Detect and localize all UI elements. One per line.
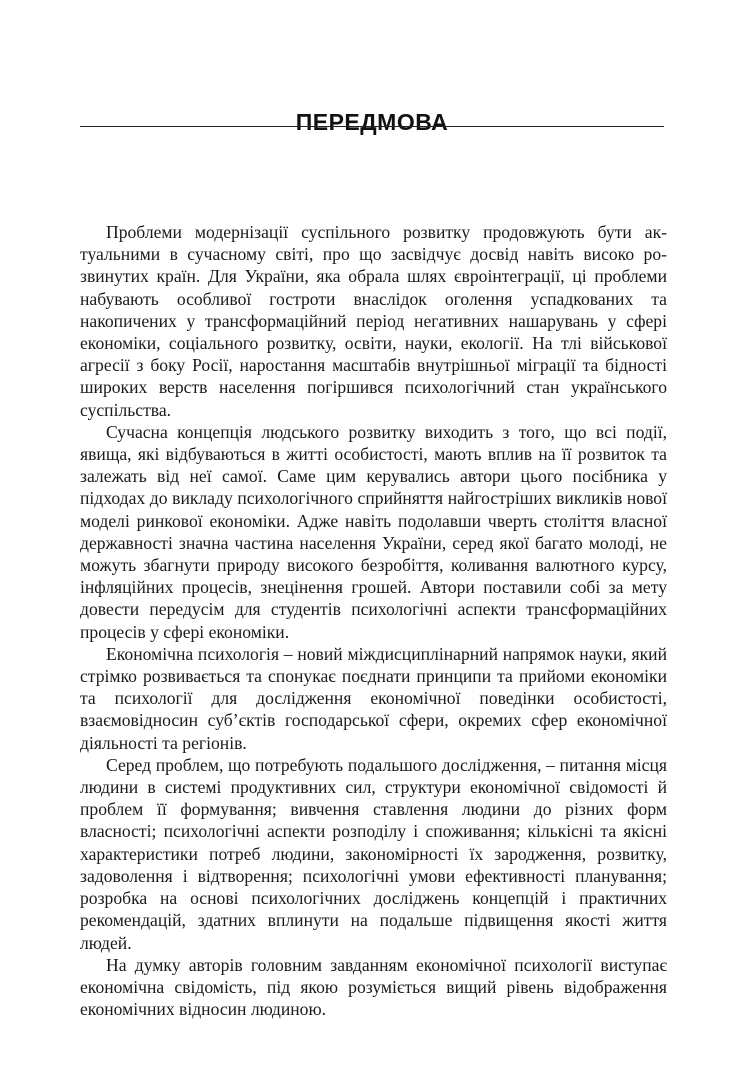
- title-underline: [80, 126, 664, 127]
- paragraph-5: На думку авторів головним завданням економічної психології виступає економічна свідомість, під якою розуміється вищий рівень відображення економічних відносин людиною.: [80, 954, 667, 1020]
- paragraph-3: Економічна психологія – новий міждисциплінарний напрямок науки, який стрімко розвивається та спонукає поєднати принципи та прийоми економіки та психології для дослідження економічної поведінки особистості, взаємовідносин суб’єктів господарської сфери, окремих сфер економічної діяльності та регіонів.: [80, 643, 667, 753]
- paragraph-2: Сучасна концепція людського розвитку виходить з того, що всі події, явища, які відбуваються в житті особистості, мають вплив на її розвиток та залежать від неї самої. Саме цим керувались автори цього посібника у підходах до викладу психологічного сприйняття найгостріших викликів нової моделі ринкової економіки. Адже навіть подолавши чверть століття власної державності значна частина населення України, серед якої багато молоді, не можуть збагнути природу високого безробіття, коливання валютного курсу, інфляційних процесів, знецінення грошей. Автори поставили собі за мету довести передусім для студентів психологічні аспекти трансформаційних процесів у сфері економіки.: [80, 421, 667, 642]
- page-title: ПЕРЕДМОВА: [295, 109, 449, 136]
- paragraph-1: Проблеми модернізації суспільного розвитку продовжують бути актуальними в сучасному світі, про що засвідчує досвід навіть високо розвинутих країн. Для України, яка обрала шлях євроінтеграції, ці проблеми набувають особливої гостроти внаслідок оголення успадкованих та накопичених у трансформаційний період негативних нашарувань у сфері економіки, соціального розвитку, освіти, науки, екології. На тлі військової агресії з боку Росії, наростання масштабів внутрішньої міграції та бідності широких верств населення погіршився психологічний стан українського суспільства.: [80, 222, 667, 420]
- body-text: [80, 221, 667, 1020]
- paragraph-4: Серед проблем, що потребують подальшого дослідження, – питання місця людини в системі продуктивних сил, структури економічної свідомості й проблем її формування; вивчення ставлення людини до різних форм власності; психологічні аспекти розподілу і споживання; кількісні та якісні характеристики потреб людини, закономірності їх зародження, розвитку, задоволення і відтворення; психологічні умови ефективності планування; розробка на основі психологічних досліджень концепцій і практичних рекомендацій, здатних вплинути на подальше підвищення якості життя людей.: [80, 754, 667, 953]
